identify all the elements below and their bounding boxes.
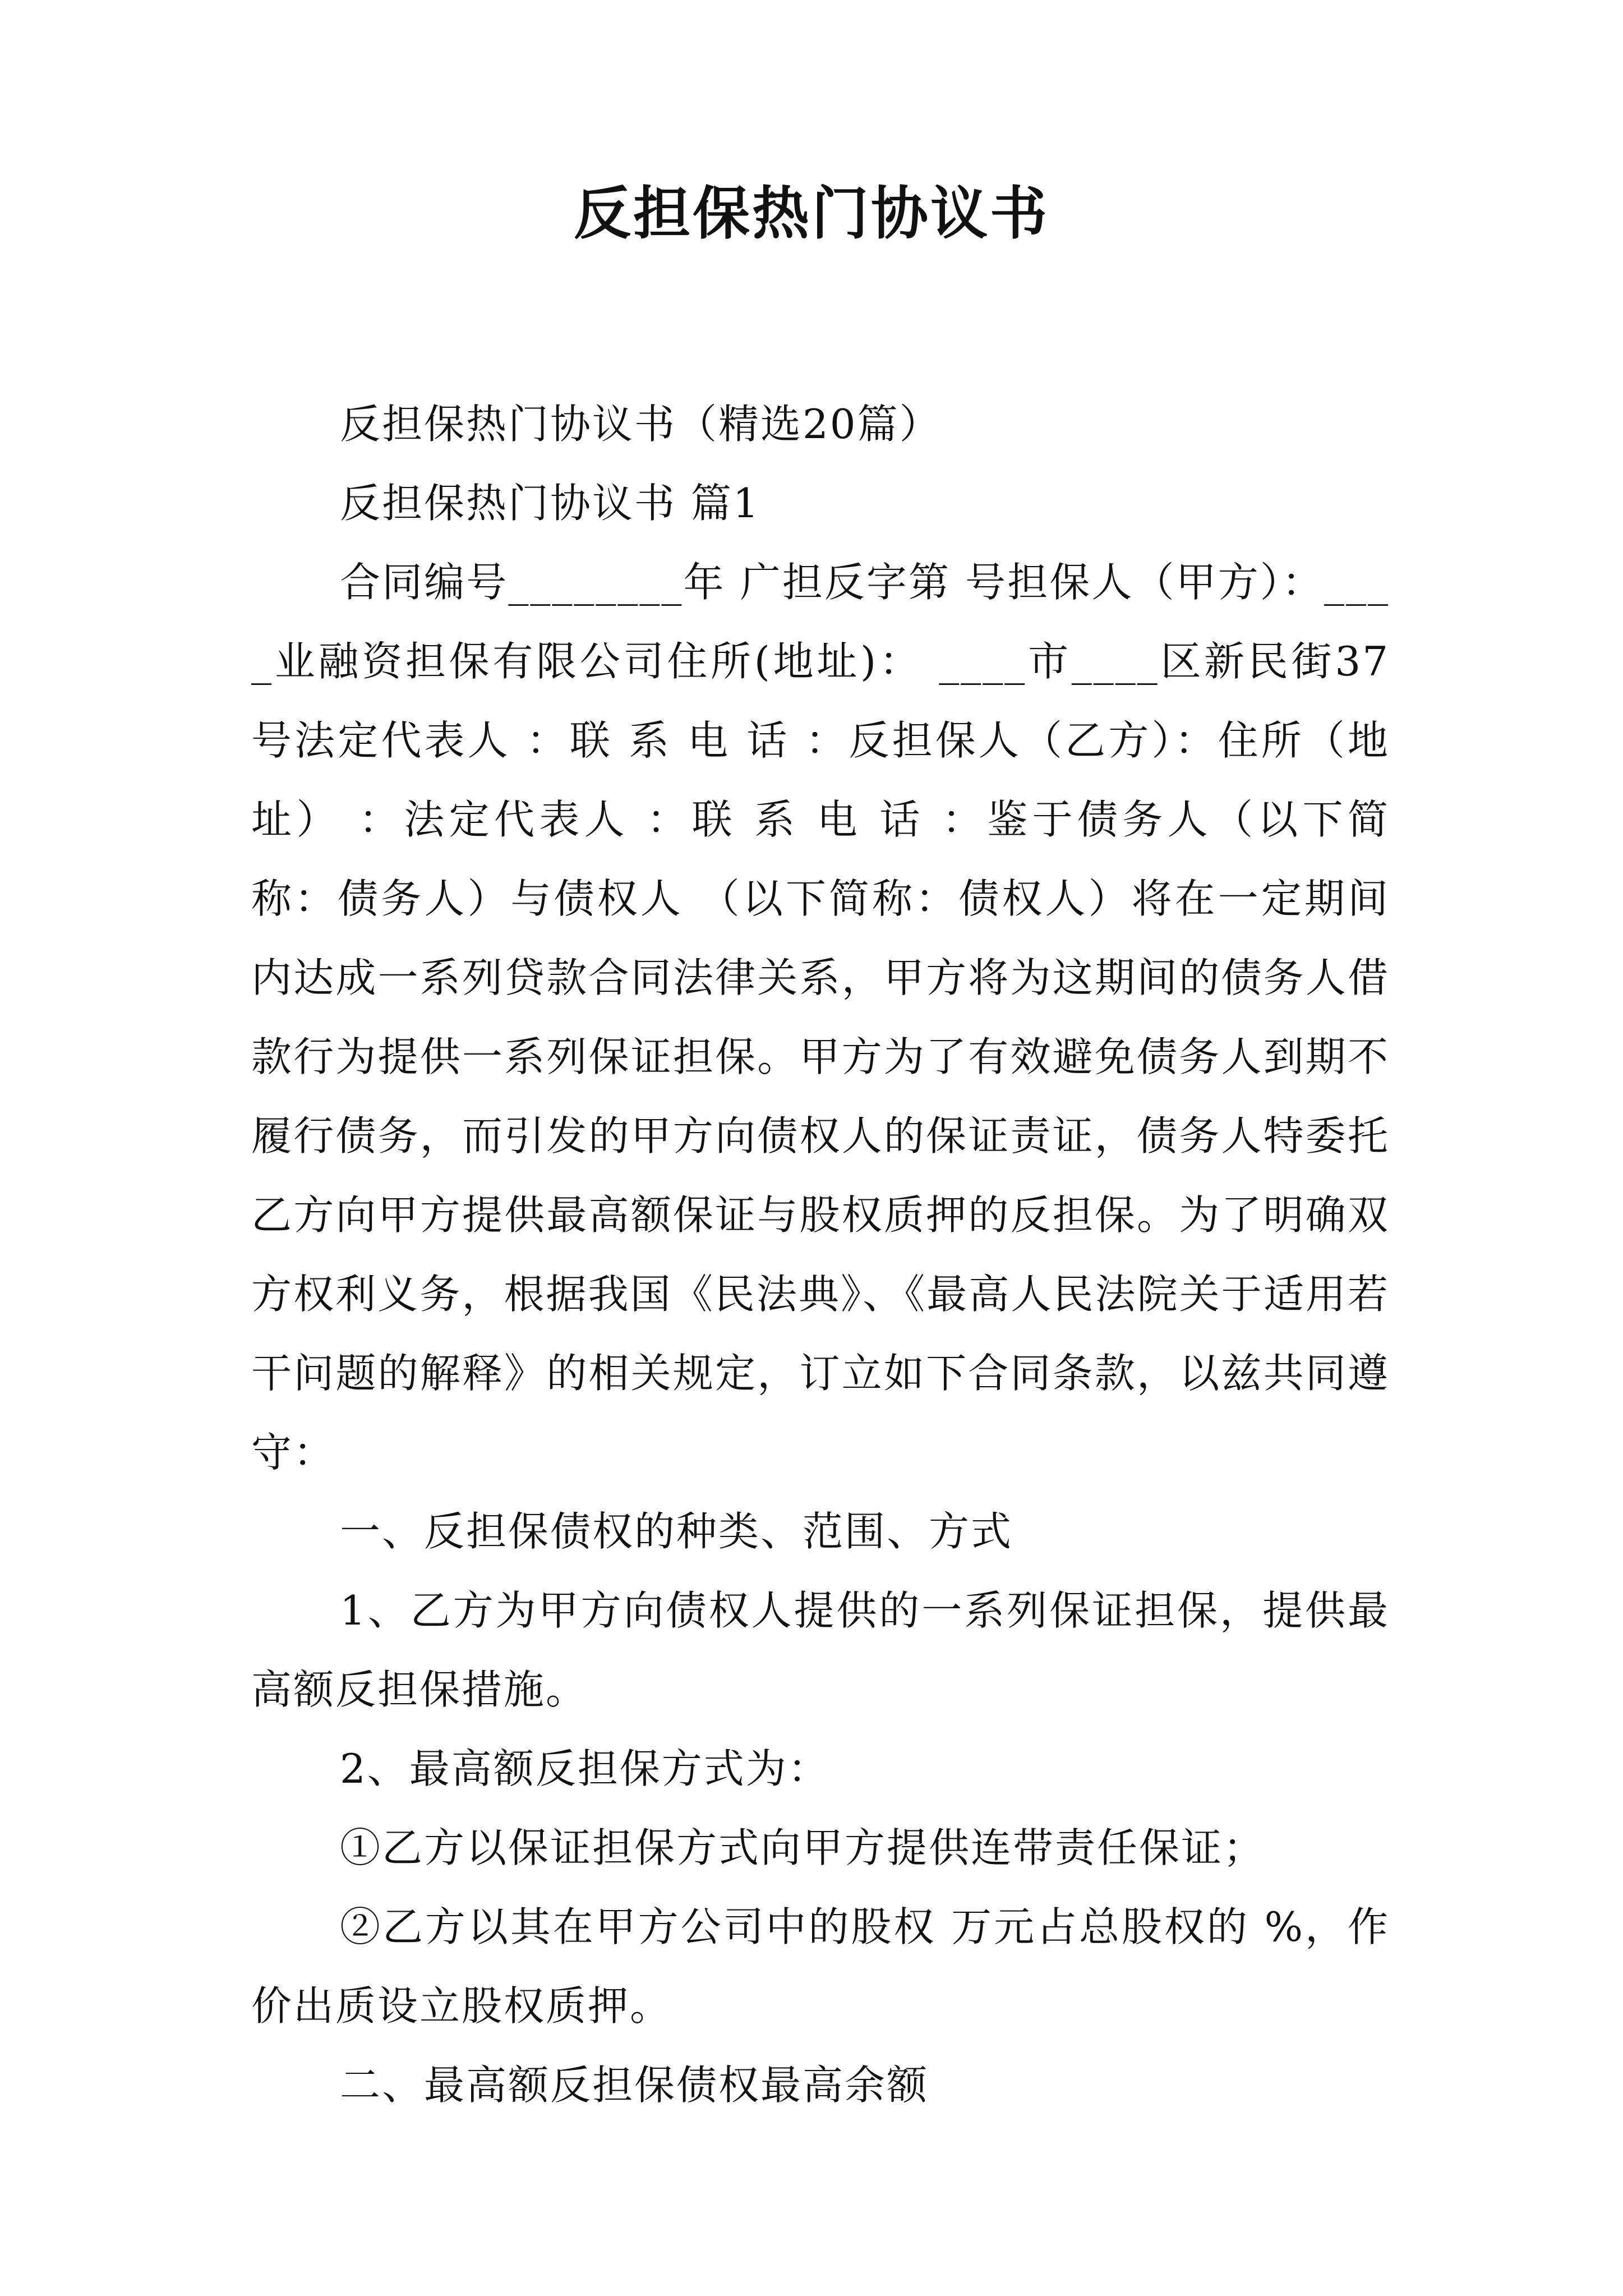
clause-2: 2、最高额反担保方式为： (340, 1745, 830, 1792)
section-heading-one: 一、反担保债权的种类、范围、方式 (340, 1508, 1013, 1555)
clause-2-item-1: ①乙方以保证担保方式向甲方提供连带责任保证； (340, 1824, 1266, 1871)
section-heading-two: 二、最高额反担保债权最高余额 (340, 2062, 929, 2109)
document-title: 反担保热门协议书 (574, 180, 1049, 247)
clause-1: 1、乙方为甲方向债权人提供的一系列保证担保，提供最高额反担保措施。 (251, 1587, 1390, 1713)
paragraph-collection-heading: 反担保热门协议书（精选20篇） (340, 401, 942, 448)
paragraph-article-heading: 反担保热门协议书 篇1 (340, 480, 760, 527)
document-body (251, 385, 1390, 2125)
clause-2-item-2: ②乙方以其在甲方公司中的股权 万元占总股权的 %，作价出质设立股权质押。 (251, 1903, 1390, 2030)
paragraph-contract-preamble: 合同编号________年 广担反字第 号担保人（甲方）：____业融资担保有限公司住所(地址)： ____市____区新民街37号法定代表人 ：联 系 电 话 ：反担保人（乙方）：住所（地址） ：法定代表人 ：联 系 电 话 ：鉴于债务人（以下简称：债务人）与债权人 （以下简称：债权人）将在一定期间内达成一系列贷款合同法律关系，甲方将为这期间的债务人借款行为提供一系列保证担保。甲方为了有效避免债务人到期不履行债务，而引发的甲方向债权人的保证责证，债务人特委托乙方向甲方提供最高额保证与股权质押的反担保。为了明确双方权利义务，根据我国《民法典》、《最高人民法院关于适用若干问题的解释》的相关规定，订立如下合同条款，以兹共同遵守： (251, 559, 1390, 1476)
